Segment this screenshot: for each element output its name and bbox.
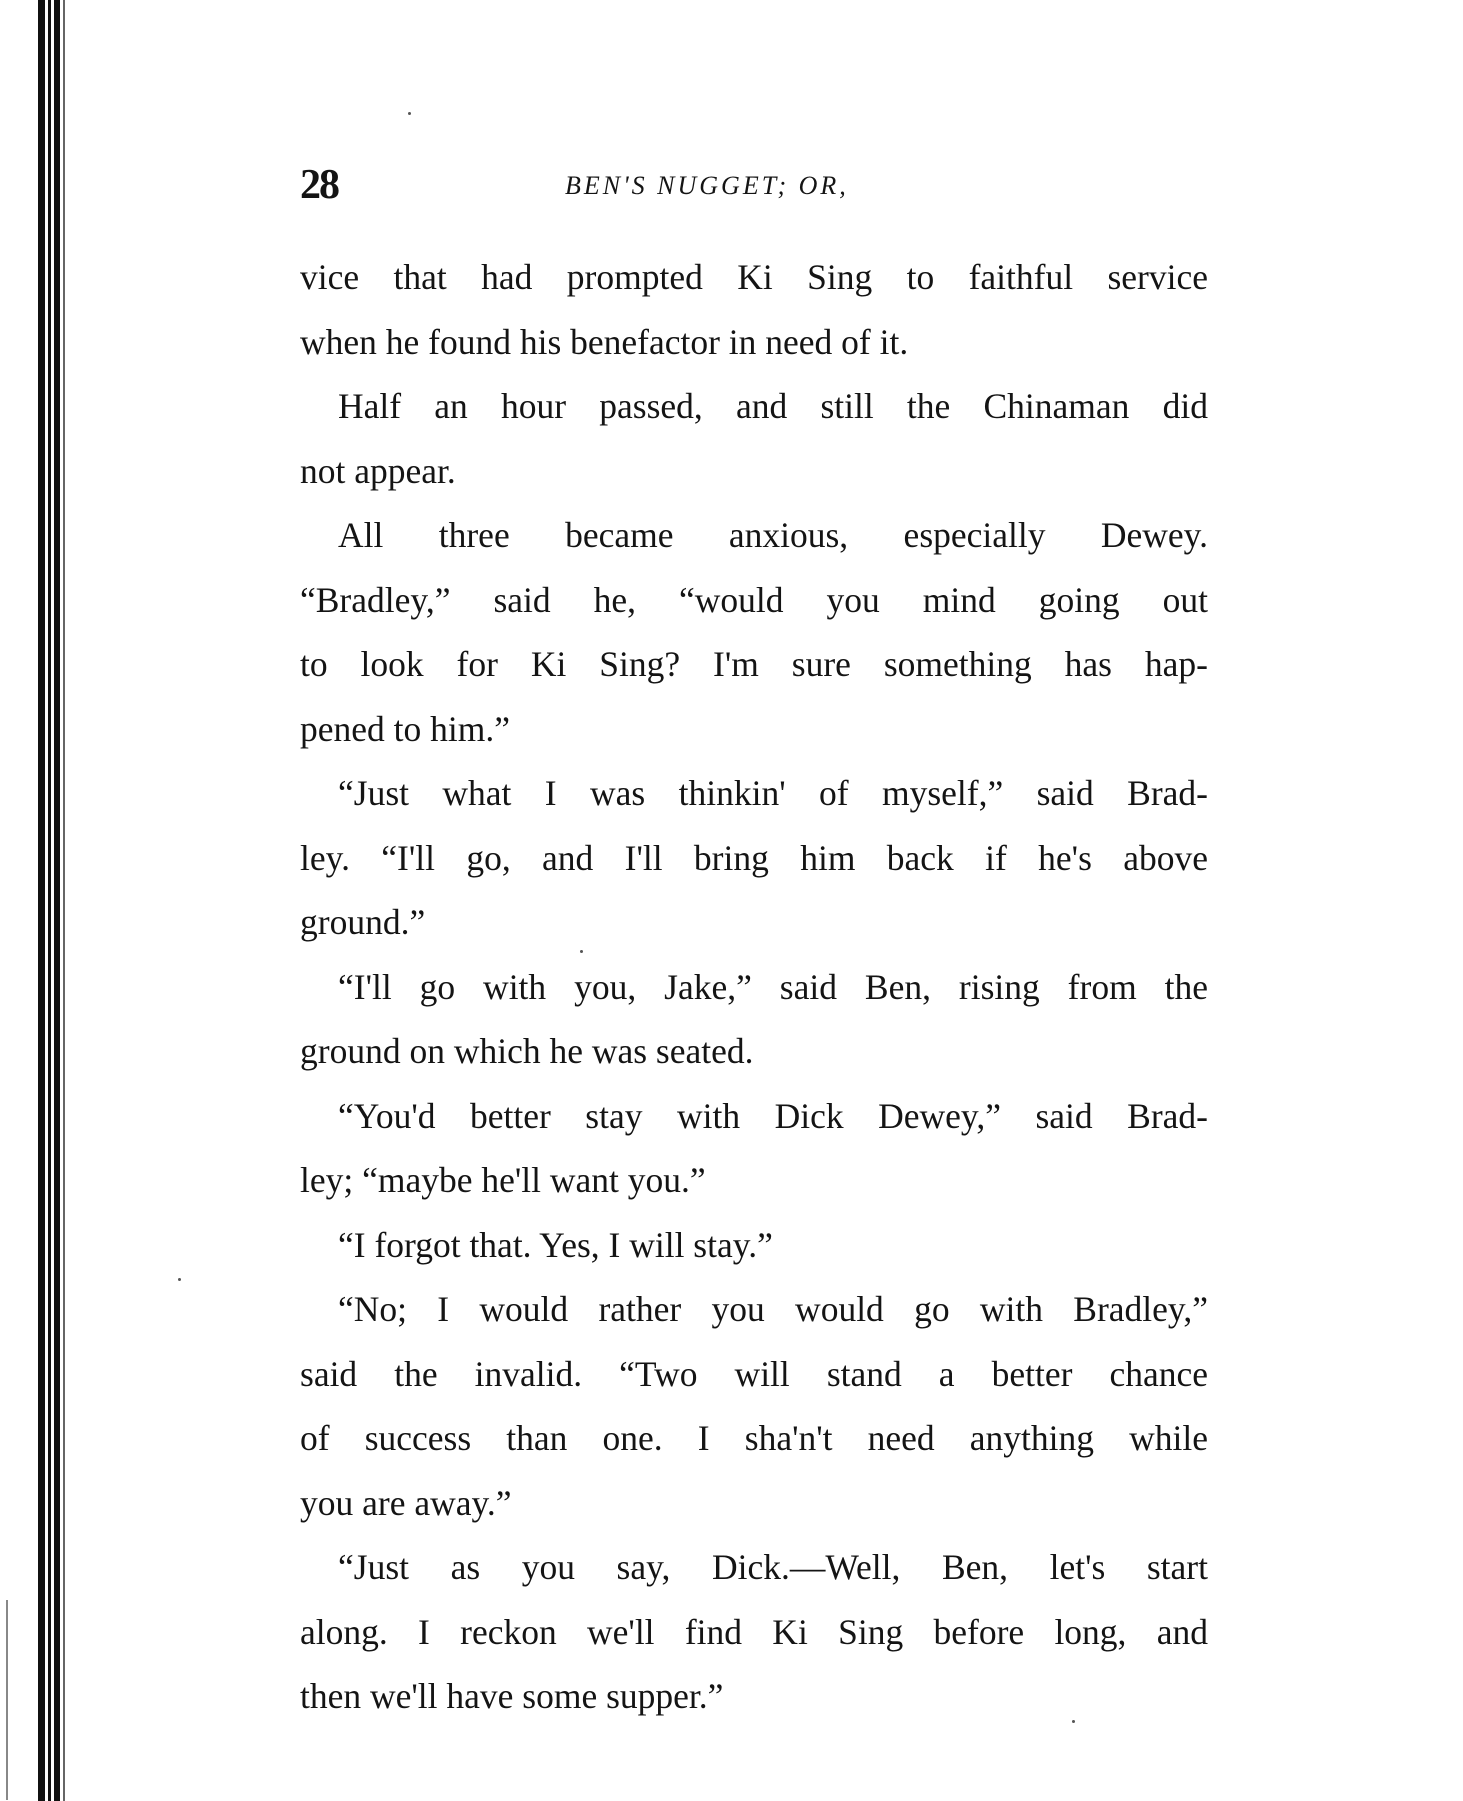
text-line: “I'll go with you, Jake,” said Ben, rising from the [338,966,1208,1007]
binding-gutter [0,0,72,1801]
binding-edge [63,0,65,1801]
text-line: ground on which he was seated. [300,1031,754,1071]
text-line: to look for Ki Sing? I'm sure something has hap- [300,644,1208,684]
text-line: said the invalid. “Two will stand a better chance [300,1353,1208,1394]
text-line: when he found his benefactor in need of it. [300,321,909,362]
text-line: Half an hour passed, and still the Chinaman did [338,386,1208,426]
binding-edge [38,0,45,1801]
text-line: “Bradley,” said he, “would you mind going out [300,579,1208,620]
text-line: you are away.” [300,1482,512,1523]
text-line: All three became anxious, especially Dewey. [338,515,1208,555]
text-line: ground.” [300,902,426,942]
text-line: “Just what I was thinkin' of myself,” said Brad- [338,773,1208,813]
print-speck [178,1278,181,1281]
page-header [300,160,1212,210]
binding-edge [48,0,51,1801]
text-line: ley; “maybe he'll want you.” [300,1160,706,1200]
text-line: of success than one. I sha'n't need anything while [300,1418,1208,1458]
text-line: ley. “I'll go, and I'll bring him back if he's above [300,837,1208,878]
text-line: not appear. [300,450,456,491]
text-line: “No; I would rather you would go with Bradley,” [338,1289,1208,1329]
text-line: along. I reckon we'll find Ki Sing before long, and [300,1611,1208,1652]
print-speck [408,112,411,115]
text-line: “I forgot that. Yes, I will stay.” [338,1224,773,1265]
text-line: pened to him.” [300,708,510,749]
text-line: “You'd better stay with Dick Dewey,” said Brad- [338,1095,1208,1136]
binding-edge [54,0,60,1801]
body-text [300,245,1208,1729]
running-head: BEN'S NUGGET; OR, [565,171,849,200]
binding-edge [6,1600,8,1800]
text-line: then we'll have some supper.” [300,1676,724,1716]
text-line: vice that had prompted Ki Sing to faithful service [300,257,1208,297]
page-number: 28 [300,162,338,208]
text-line: “Just as you say, Dick.—Well, Ben, let's start [338,1547,1208,1587]
